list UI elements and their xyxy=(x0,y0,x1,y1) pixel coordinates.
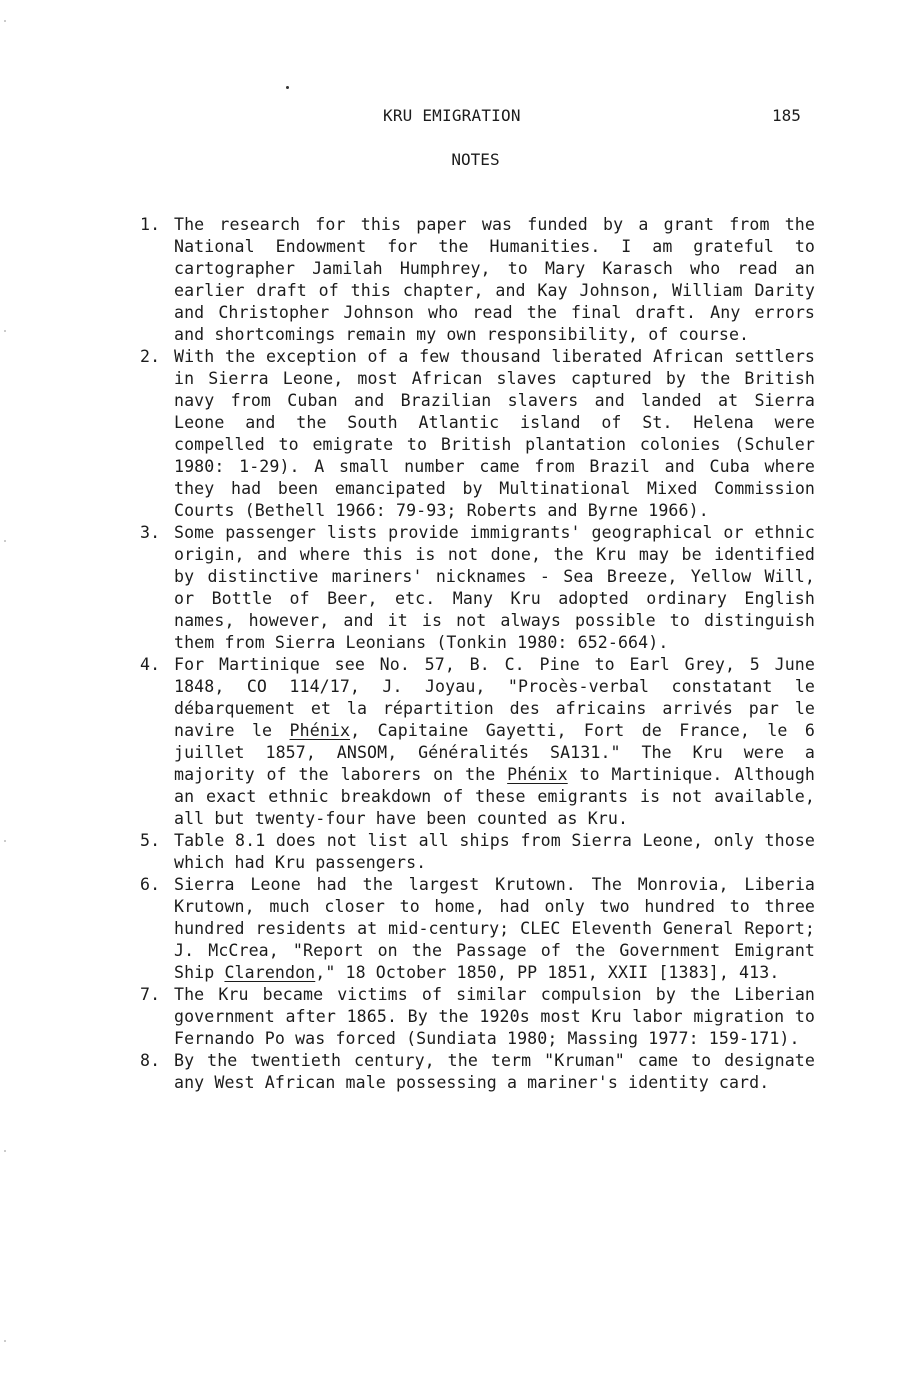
note-text: With the exception of a few thousand liberated African settlers in Sierra Leone, most African slaves captured by the British navy from Cuban and Brazilian slavers and landed at Sierra Leone and the South Atlantic island of St. Helena were compelled to emigrate to British plantation colonies (Schuler 1980: 1-29). A small number came from Brazil and Cuba where they had been emancipated by Multinational Mixed Commission Courts (Bethell 1966: 79-93; Roberts and Byrne 1966). xyxy=(174,347,815,520)
note-item xyxy=(140,522,815,654)
note-item xyxy=(140,984,815,1050)
page-header xyxy=(140,104,820,128)
note-number: 8. xyxy=(140,1051,161,1070)
note-text: Some passenger lists provide immigrants' geographical or ethnic origin, and where this is not done, the Kru may be identified by distinctive mariners' nicknames - Sea Breeze, Yellow Will, or Bottle of Beer, etc. Many Kru adopted ordinary English names, however, and it is not always possible to distinguish them from Sierra Leonians (Tonkin 1980: 652-664). xyxy=(174,523,815,652)
note-number: 6. xyxy=(140,875,161,894)
note-text: By the twentieth century, the term "Kruman" came to designate any West African male possessing a mariner's identity card. xyxy=(174,1051,815,1092)
note-text: The Kru became victims of similar compulsion by the Liberian government after 1865. By the 1920s most Kru labor migration to Fernando Po was forced (Sundiata 1980; Massing 1977: 159-171). xyxy=(174,985,815,1048)
note-text: Table 8.1 does not list all ships from Sierra Leone, only those which had Kru passengers. xyxy=(174,831,815,872)
running-head: KRU EMIGRATION xyxy=(383,106,521,125)
note-item xyxy=(140,874,815,984)
note-item xyxy=(140,346,815,522)
note-item xyxy=(140,214,815,346)
section-title: NOTES xyxy=(451,150,500,169)
scan-edge-mark xyxy=(4,1150,6,1152)
note-number: 2. xyxy=(140,347,161,366)
scan-edge-mark xyxy=(4,20,6,22)
note-number: 3. xyxy=(140,523,161,542)
scan-edge-mark xyxy=(4,1340,6,1342)
scan-edge-mark xyxy=(4,840,6,842)
note-text-part: to Martinique. Although an exact ethnic breakdown of these emigrants is not available, all but twenty-four have been counted as Kru. xyxy=(174,765,815,828)
note-number: 7. xyxy=(140,985,161,1004)
note-text-part: ," 18 October 1850, PP 1851, XXII [1383], 413. xyxy=(315,963,780,982)
scan-edge-mark xyxy=(4,540,6,542)
ship-name: Clarendon xyxy=(224,963,316,982)
page-number: 185 xyxy=(772,106,801,125)
note-item xyxy=(140,1050,815,1094)
ship-name: Phénix xyxy=(289,721,351,740)
note-text-part: , Capitaine Gayetti, Fort de France, le 6 juillet 1857, ANSOM, Généralités SA131." The Kru were a majority of the laborers on the xyxy=(174,721,816,784)
notes-list xyxy=(140,214,815,1094)
note-number: 5. xyxy=(140,831,161,850)
note-text-part: For Martinique see No. 57, B. C. Pine to Earl Grey, 5 June 1848, CO 114/17, J. Joyau, "Procès-verbal constatant le débarquement et la répartition des africains arrivés par le navire le xyxy=(174,655,815,740)
note-item xyxy=(140,830,815,874)
note-item xyxy=(140,654,815,830)
note-text: The research for this paper was funded by a grant from the National Endowment for the Humanities. I am grateful to cartographer Jamilah Humphrey, to Mary Karasch who read an earlier draft of this chapter, and Kay Johnson, William Darity and Christopher Johnson who read the final draft. Any errors and shortcomings remain my own responsibility, of course. xyxy=(174,215,815,344)
ship-name: Phénix xyxy=(507,765,568,784)
scan-edge-mark xyxy=(4,330,6,332)
note-number: 1. xyxy=(140,215,161,234)
ink-speck xyxy=(286,86,289,89)
note-text-part: Sierra Leone had the largest Krutown. The Monrovia, Liberia Krutown, much closer to home, had only two hundred to three hundred residents at mid-century; CLEC Eleventh General Report; J. McCrea, "Report on the Passage of the Government Emigrant Ship xyxy=(174,875,815,982)
note-number: 4. xyxy=(140,655,161,674)
